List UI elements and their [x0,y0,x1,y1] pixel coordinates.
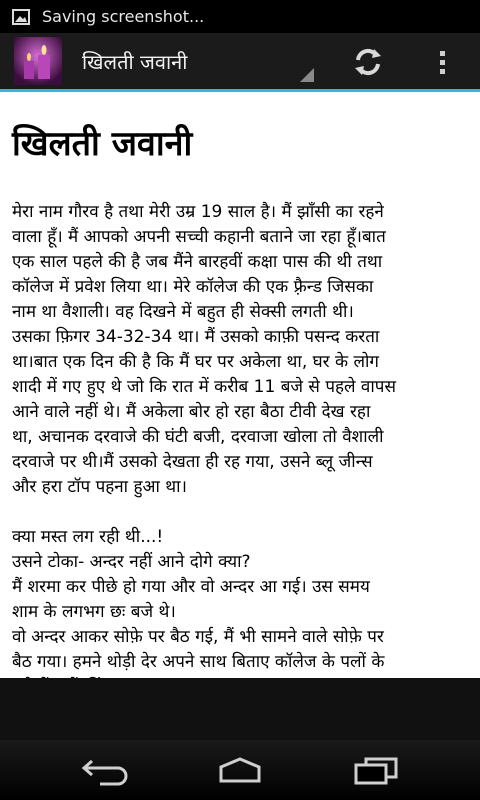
action-bar [0,33,480,89]
back-button[interactable] [76,750,136,790]
recents-button[interactable] [346,750,406,790]
spinner-indicator-icon[interactable] [300,68,314,82]
candle-icon[interactable] [14,37,62,85]
back-icon [80,755,132,785]
app-title: खिलती जवानी [82,49,188,74]
status-text: Saving screenshot... [42,7,205,26]
bottom-strip [0,678,480,740]
refresh-button[interactable] [346,40,390,84]
article-content[interactable] [0,92,480,678]
status-bar [0,0,480,33]
article-title: खिलती जवानी [12,124,193,164]
home-button[interactable] [210,750,270,790]
navigation-bar [0,740,480,800]
article-paragraph: मेरा नाम गौरव है तथा मेरी उम्र 19 साल है। मैं झाँसी का रहने वाला हूँ। मैं आपको अपनी सच्ची कहानी बताने जा रहा हूँ।बात एक साल पहले की है जब मैंने बारहवीं कक्षा पास की थी तथा कॉलेज में प्रवेश लिया था। मेरे कॉलेज की एक फ़्रैन्ड जिसका नाम था वैशाली। वह दिखने में बहुत ही सेक्सी लगती थी। उसका फ़िगर 34-32-34 था। मैं उसको काफ़ी पसन्द करता था।बात एक दिन की है कि मैं घर पर अकेला था, घर के लोग शादी में गए हुए थे जो कि रात में करीब 11 बजे से पहले वापस आने वाले नहीं थे। मैं अकेला बोर हो रहा बैठा टीवी देख रहा था, अचानक दरवाजे की घंटी बजी, दरवाजा खोला तो वैशाली दरवाजे पर थी।मैं उसको देखता ही रह गया, उसने ब्लू जीन्स और हरा टॉप पहना हुआ था। [12,202,396,497]
overflow-menu-icon [440,51,445,56]
overflow-menu-button[interactable] [420,40,464,84]
recents-icon [350,755,402,785]
overflow-dot [440,60,445,65]
paragraph-gap [12,500,468,525]
image-icon [12,8,30,26]
overflow-dot [440,69,445,74]
home-icon [213,755,267,785]
refresh-icon [352,46,384,78]
article-paragraph: क्या मस्त लग रही थी...! उसने टोका- अन्दर नहीं आने दोगे क्या? मैं शरमा कर पीछे हो गया और वो अन्दर आ गई। उस समय शाम के लगभग छः बजे थे। वो अन्दर आकर सोफ़े पर बैठ गई, मैं भी सामने वाले सोफ़े पर बैठ गया। हमने थोड़ी देर अपने साथ बिताए कॉलेज के पलों के [12,527,385,672]
